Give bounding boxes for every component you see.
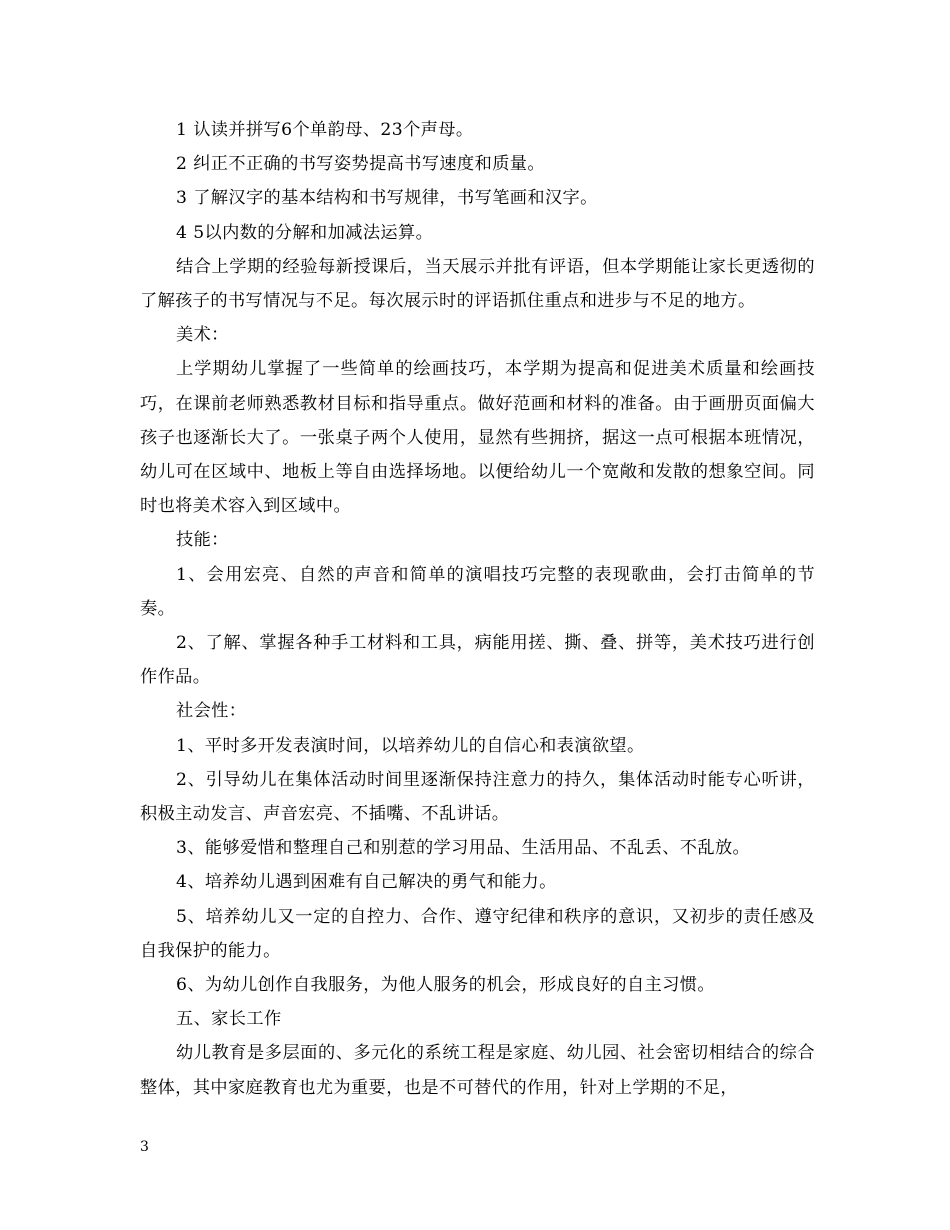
paragraph-social-belongings: 3、能够爱惜和整理自己和别惹的学习用品、生活用品、不乱丢、不乱放。 bbox=[176, 838, 751, 859]
paragraph-social-attention: 2、引导幼儿在集体活动时间里逐渐保持注意力的持久，集体活动时能专心听讲，积极主动发言、声音宏亮、不插嘴、不乱讲话。 bbox=[140, 769, 815, 825]
paragraph-math-goal: 4 5以内数的分解和加减法运算。 bbox=[176, 222, 434, 243]
page-number: 3 bbox=[140, 1139, 149, 1155]
document-body bbox=[140, 113, 815, 1105]
paragraph-character-structure-goal: 3 了解汉字的基本结构和书写规律，书写笔画和汉字。 bbox=[176, 188, 598, 209]
paragraph-social-courage: 4、培养幼儿遇到困难有自己解决的勇气和能力。 bbox=[176, 872, 557, 893]
paragraph-social-self-control: 5、培养幼儿又一定的自控力、合作、遵守纪律和秩序的意识，又初步的责任感及自我保护的能力。 bbox=[140, 906, 815, 961]
paragraph-social-performance: 1、平时多开发表演时间，以培养幼儿的自信心和表演欲望。 bbox=[176, 735, 645, 756]
paragraph-skill-handcraft: 2、了解、掌握各种手工材料和工具，病能用搓、撕、叠、拼等，美术技巧进行创作作品。 bbox=[140, 633, 815, 688]
paragraph-writing-posture-goal: 2 纠正不正确的书写姿势提高书写速度和质量。 bbox=[176, 154, 545, 175]
paragraph-art-plan: 上学期幼儿掌握了一些简单的绘画技巧，本学期为提高和促进美术质量和绘画技巧，在课前老师熟悉教材目标和指导重点。做好范画和材料的准备。由于画册页面偏大孩子也逐渐长大了。一张桌子两个人使用，显然有些拥挤，据这一点可根据本班情况，幼儿可在区域中、地板上等自由选择场地。以便给幼儿一个宽敞和发散的想象空间。同时也将美术容入到区域中。 bbox=[140, 359, 815, 517]
heading-art: 美术： bbox=[176, 325, 229, 346]
paragraph-social-self-service: 6、为幼儿创作自我服务，为他人服务的机会，形成良好的自主习惯。 bbox=[176, 975, 715, 996]
heading-parent-work: 五、家长工作 bbox=[176, 1009, 282, 1030]
paragraph-parent-work: 幼儿教育是多层面的、多元化的系统工程是家庭、幼儿园、社会密切相结合的综合整体，其中家庭教育也尤为重要，也是不可替代的作用，针对上学期的不足， bbox=[140, 1043, 815, 1098]
paragraph-skill-singing: 1、会用宏亮、自然的声音和简单的演唱技巧完整的表现歌曲，会打击简单的节奏。 bbox=[140, 564, 815, 619]
paragraph-pinyin-goal: 1 认读并拼写6个单韵母、23个声母。 bbox=[176, 120, 474, 140]
paragraph-review-method: 结合上学期的经验每新授课后，当天展示并批有评语，但本学期能让家长更透彻的了解孩子的书写情况与不足。每次展示时的评语抓住重点和进步与不足的地方。 bbox=[140, 256, 815, 312]
heading-skills: 技能： bbox=[176, 530, 229, 551]
heading-social: 社会性： bbox=[176, 701, 247, 722]
